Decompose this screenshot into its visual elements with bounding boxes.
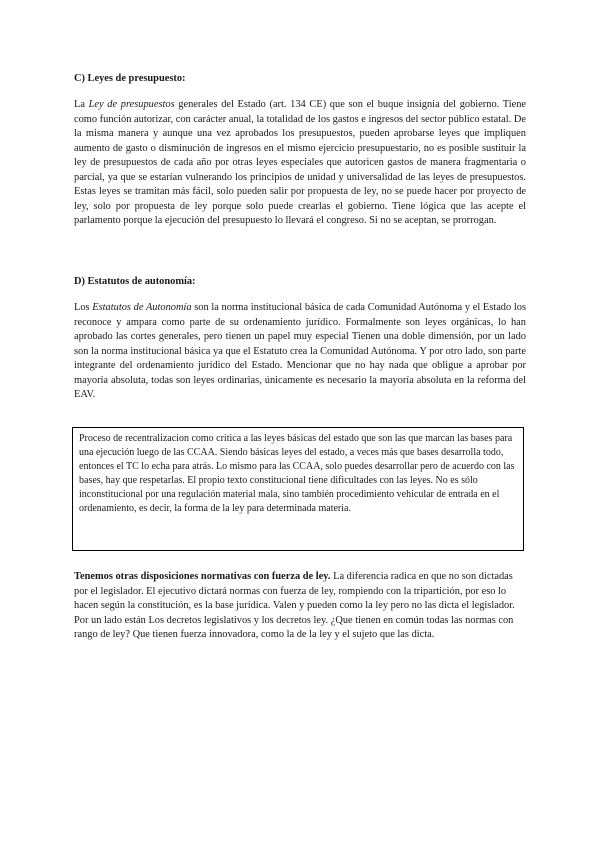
section-d-heading: D) Estatutos de autonomía:	[74, 276, 196, 287]
section-e-lead: Tenemos otras disposiciones normativas con fuerza de ley.	[74, 571, 331, 582]
section-c-intro: La	[74, 99, 89, 110]
note-box-text: Proceso de recentralizacion como critica a las leyes básicas del estado que son las que marcan las bases para una ejecución luego de las CCAA. Siendo básicas leyes del estado, a veces más que bases desarrolla todo, entonces el TC lo echa para atrás. Lo mismo para las CCAA, solo puedes desarrollar pero de acuerdo con las bases, hay que respetarlas. El propio texto constitucional tiene dificultades con las leyes. No es sólo inconstitucional por una regulación material mala, sino también procedimiento vehicular de entrada en el ordenamiento, es decir, la forma de la ley para determinada materia.	[79, 433, 515, 515]
section-e-text: La diferencia radica en que no son dictadas por el legislador. El ejecutivo dictará normas con fuerza de ley, rompiendo con la tripartición, por eso lo hacen según la constitución, es la base jurídica. Valen y pueden como la ley pero no las dicta el legislador. Por un lado están Los decretos legislativos y los decretos ley. ¿Que tienen en común todas las normas con rango de ley? Que tienen fuerza innovadora, como la de la ley y el sujeto que las dicta.	[74, 571, 515, 640]
section-d-emphasis: Estatutos de Autonomía	[92, 302, 192, 313]
section-d-paragraph	[74, 301, 526, 403]
section-d-intro: Los	[74, 302, 93, 313]
section-c-text: generales del Estado (art. 134 CE) que son el buque insignia del gobierno. Tiene como función autorizar, con carácter anual, la totalidad de los gastos e ingresos del sector público estatal. De la misma manera y aunque una vez aprobados los presupuestos, pueden aprobarse leyes que impliquen aumento de gasto o disminución de ingresos en el mismo ejercicio presupuestario, no es posible sustituir la ley de presupuestos de cada año por otras leyes especiales que autoricen gastos de manera fragmentaria o parcial, ya que se estarían vulnerando los principios de unidad y universalidad de las leyes de presupuestos. Estas leyes se tramitan más fácil, solo pueden salir por propuesta de ley, no se puede hacer por proyecto de ley, solo por propuesta de ley porque solo puede crearlas el gobierno. Tiene lógica que las acepte el parlamento porque la ejecución del presupuesto lo llevará el congreso. Si no se aceptan, se prorrogan.	[74, 99, 526, 226]
section-e-paragraph	[74, 570, 524, 643]
section-c-emphasis: Ley de presupuestos	[88, 99, 175, 110]
section-c-heading: C) Leyes de presupuesto:	[74, 73, 186, 84]
section-c-paragraph	[74, 98, 526, 229]
note-box	[72, 427, 524, 551]
section-d-text: son la norma institucional básica de cada Comunidad Autónoma y el Estado los reconoce y ampara como parte de su ordenamiento jurídico. Formalmente son leyes orgánicas, lo han aprobado las cortes generales, pero tienen un papel muy especial Tienen una doble dimensión, por un lado son la norma institucional básica ya que el Estatuto crea la Comunidad Autónoma. Y por otro lado, son parte integrante del ordenamiento jurídico del Estado. Mencionar que no hay nada que obligue a aprobar por mayoría absoluta, todas son leyes ordinarias, únicamente es necesario la mayoría absoluta en la reforma del EAV.	[74, 302, 527, 400]
